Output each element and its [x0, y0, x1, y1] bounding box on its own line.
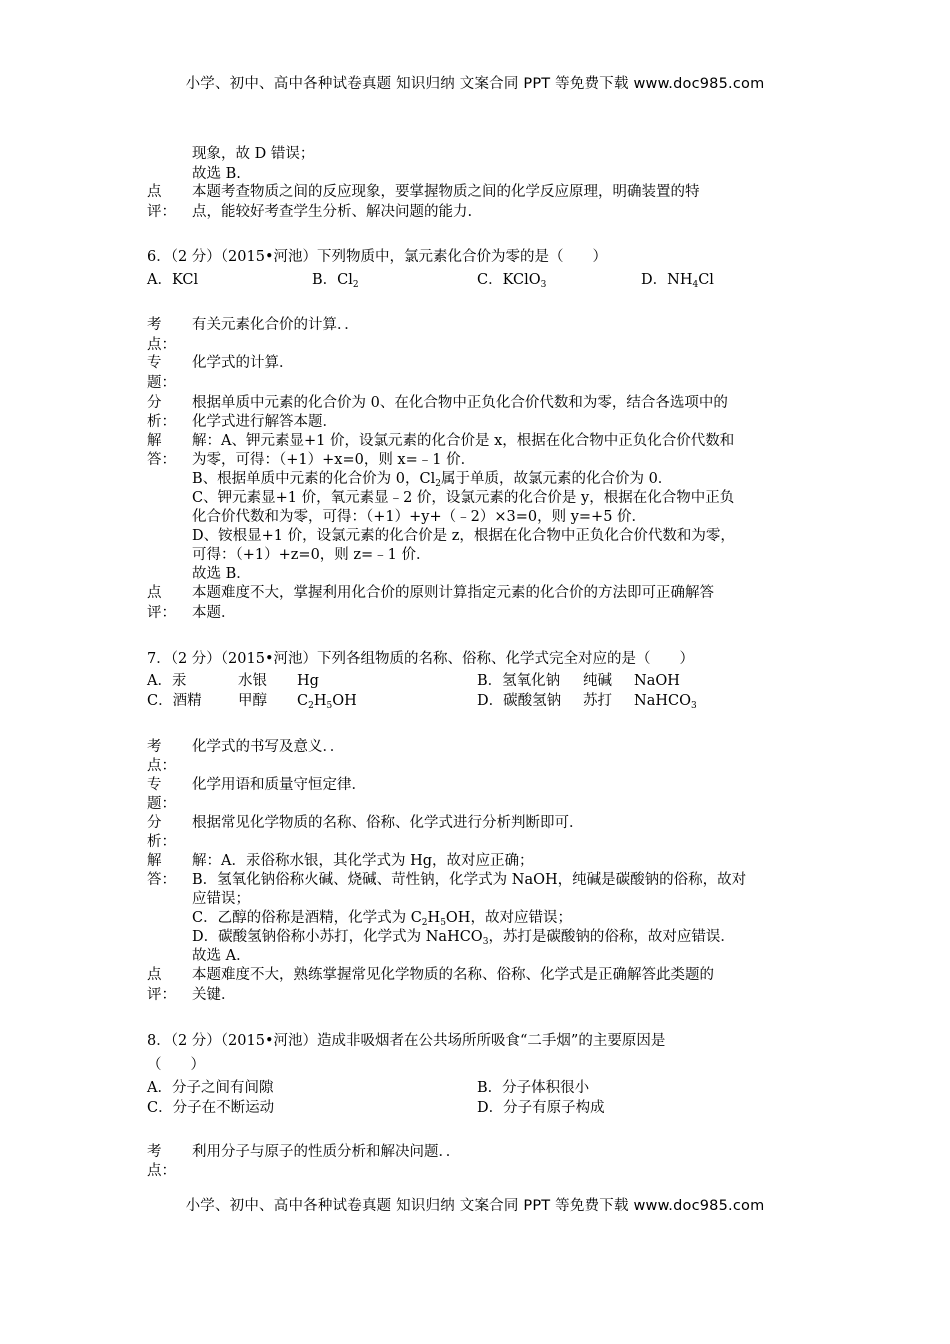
q7-solution-4-sub1: 2	[421, 918, 428, 928]
q6-option-d-text: D．NH	[641, 272, 693, 288]
q7-label-ping: 评：	[147, 987, 176, 1003]
page-header: 小学、初中、高中各种试卷真题 知识归纳 文案合同 PPT 等免费下载 www.doc985.com	[185, 76, 765, 92]
q6-label-jie: 解	[147, 433, 162, 449]
q6-option-c-text: C．KClO	[477, 272, 541, 288]
q7-option-c-name: C．酒精	[147, 693, 202, 709]
q7-stem: 7．（2 分）（2015•河池）下列各组物质的名称、俗称、化学式完全对应的是（ ）	[147, 651, 695, 667]
q6-solution-5: 化合价代数和为零，可得：（+1）+y+（﹣2）×3=0，则 y=+5 价．	[192, 509, 647, 525]
q7-solution-4	[192, 911, 572, 926]
q6-solution-2: 为零，可得：（+1）+x=0，则 x=﹣1 价．	[192, 452, 476, 468]
q7-solution-5b: ，苏打是碳酸钠的俗称，故对应错误．	[488, 929, 735, 945]
q7-topic: 化学用语和质量守恒定律．	[192, 777, 366, 793]
q7-option-b-name: B．氢氧化钠	[477, 673, 561, 689]
q7-solution-5-sub: 3	[482, 937, 489, 947]
q6-analysis-2: 化学式进行解答本题．	[192, 414, 337, 430]
q7-option-a-name: A．汞	[147, 673, 187, 689]
q7-option-d-sub: 3	[690, 701, 697, 711]
q7-option-d-name: D．碳酸氢钠	[477, 693, 562, 709]
q7-option-d-common: 苏打	[583, 693, 612, 709]
q8-option-b: B．分子体积很小	[477, 1080, 590, 1096]
q6-label-ti: 题：	[147, 375, 176, 391]
prev-analysis-line: 现象，故 D 错误；	[192, 146, 315, 162]
prev-answer: 故选 B.	[192, 166, 241, 182]
q8-stem-1: 8．（2 分）（2015•河池）造成非吸烟者在公共场所所吸食“二手烟”的主要原因是	[147, 1033, 666, 1049]
q7-label-jie: 解	[147, 853, 162, 869]
q6-label-da: 答：	[147, 452, 176, 468]
q6-label-ping: 评：	[147, 605, 176, 621]
q7-option-c-sub2: 5	[326, 701, 333, 711]
q8-label-kao: 考	[147, 1144, 162, 1160]
q7-solution-3: 应错误；	[192, 891, 250, 907]
label-ping: 评：	[147, 204, 176, 220]
q8-option-a: A．分子之间有间隙	[147, 1080, 274, 1096]
q6-solution-6: D、铵根显+1 价，设氯元素的化合价是 z，根据在化合物中正负化合价代数和为零，	[192, 528, 735, 544]
q6-option-c-sub: 3	[540, 280, 547, 290]
q7-option-c-f2: H	[313, 693, 327, 709]
q8-label-dian: 点：	[147, 1163, 176, 1179]
q6-knowledge-point: 有关元素化合价的计算．．	[192, 317, 359, 333]
q6-label-fen: 分	[147, 395, 162, 411]
q7-knowledge-point: 化学式的书写及意义．．	[192, 739, 345, 755]
q6-comment-2: 本题．	[192, 605, 236, 621]
q7-label-zhuan: 专	[147, 777, 162, 793]
q6-solution-7: 可得：（+1）+z=0，则 z=﹣1 价．	[192, 547, 431, 563]
q6-solution-3b: 属于单质，故氯元素的化合价为 0．	[440, 471, 673, 487]
q7-label-dian: 点：	[147, 758, 176, 774]
q6-option-c	[477, 273, 546, 288]
q7-label-dian-comment: 点	[147, 967, 162, 983]
q7-option-c-formula	[297, 694, 357, 709]
q6-label-dian: 点：	[147, 337, 176, 353]
q7-option-d-f1: NaHCO	[634, 693, 691, 709]
q7-solution-4a: C．乙醇的俗称是酒精，化学式为 C	[192, 910, 422, 926]
q6-comment-1: 本题难度不大，掌握利用化合价的原则计算指定元素的化合价的方法即可正确解答	[192, 585, 714, 601]
q6-stem: 6．（2 分）（2015•河池）下列物质中，氯元素化合价为零的是（ ）	[147, 249, 608, 265]
prev-comment-line-1: 本题考查物质之间的反应现象，要掌握物质之间的化学反应原理，明确装置的特	[192, 184, 700, 200]
page-footer: 小学、初中、高中各种试卷真题 知识归纳 文案合同 PPT 等免费下载 www.doc985.com	[185, 1198, 765, 1214]
q7-solution-4c: OH，故对应错误；	[445, 910, 572, 926]
q7-comment-2: 关键．	[192, 987, 236, 1003]
q6-solution-3-sub: 2	[435, 479, 441, 489]
q7-answer: 故选 A．	[192, 948, 251, 964]
q6-answer: 故选 B．	[192, 566, 251, 582]
label-dian: 点	[147, 184, 162, 200]
q7-option-a-formula: Hg	[297, 673, 319, 689]
q8-stem-2: （ ）	[147, 1057, 205, 1073]
q7-label-ti: 题：	[147, 796, 176, 812]
q7-option-c-sub1: 2	[308, 701, 314, 711]
q7-option-a-common: 水银	[238, 673, 267, 689]
q6-solution-3	[192, 472, 672, 487]
q6-solution-4: C、钾元素显+1 价，氧元素显﹣2 价，设氯元素的化合价是 y，根据在化合物中正负	[192, 490, 735, 506]
q6-option-a: A．KCl	[147, 272, 199, 288]
q7-comment-1: 本题难度不大，熟练掌握常见化学物质的名称、俗称、化学式是正确解答此类题的	[192, 967, 714, 983]
q7-option-c-common: 甲醇	[238, 693, 267, 709]
q6-solution-3a: B、根据单质中元素的化合价为 0，Cl	[192, 471, 436, 487]
q7-solution-4-sub2: 5	[440, 918, 446, 928]
q6-label-zhuan: 专	[147, 355, 162, 371]
q6-option-d	[641, 273, 714, 288]
q8-knowledge-point: 利用分子与原子的性质分析和解决问题．．	[192, 1144, 461, 1160]
q7-label-kao: 考	[147, 739, 162, 755]
prev-comment-line-2: 点，能较好考查学生分析、解决问题的能力.	[192, 204, 473, 220]
q6-solution-1: 解：A、钾元素显+1 价，设氯元素的化合价是 x，根据在化合物中正负化合价代数和	[192, 433, 735, 449]
q7-solution-1: 解：A．汞俗称水银，其化学式为 Hg，故对应正确；	[192, 853, 534, 869]
q6-option-b-sub: 2	[352, 280, 359, 290]
q7-option-b-common: 纯碱	[583, 673, 612, 689]
q7-option-c-f3: OH	[332, 693, 357, 709]
q7-option-b-formula: NaOH	[634, 673, 680, 689]
q7-option-d-formula	[634, 694, 697, 709]
q7-solution-2: B．氢氧化钠俗称火碱、烧碱、苛性钠，化学式为 NaOH，纯碱是碳酸钠的俗称，故对	[192, 872, 747, 888]
q6-topic: 化学式的计算．	[192, 355, 294, 371]
q6-label-kao: 考	[147, 317, 162, 333]
q7-label-xi: 析：	[147, 834, 176, 850]
q6-option-d-sub: 4	[692, 280, 699, 290]
q7-solution-4b: H	[427, 910, 441, 926]
q6-analysis-1: 根据单质中元素的化合价为 0、在化合物中正负化合价代数和为零，结合各选项中的	[192, 395, 728, 411]
q7-label-da: 答：	[147, 872, 176, 888]
q6-option-b-text: B．Cl	[312, 272, 353, 288]
q6-label-dian-comment: 点	[147, 585, 162, 601]
q7-label-fen: 分	[147, 815, 162, 831]
q8-option-c: C．分子在不断运动	[147, 1100, 275, 1116]
q7-solution-5	[192, 930, 735, 945]
q7-solution-5a: D．碳酸氢钠俗称小苏打，化学式为 NaHCO	[192, 929, 483, 945]
q7-option-c-f1: C	[297, 693, 309, 709]
q6-option-b	[312, 273, 359, 288]
q7-analysis: 根据常见化学物质的名称、俗称、化学式进行分析判断即可．	[192, 815, 584, 831]
q8-option-d: D．分子有原子构成	[477, 1100, 605, 1116]
q6-option-d-tail: Cl	[698, 272, 714, 288]
q6-label-xi: 析：	[147, 414, 176, 430]
